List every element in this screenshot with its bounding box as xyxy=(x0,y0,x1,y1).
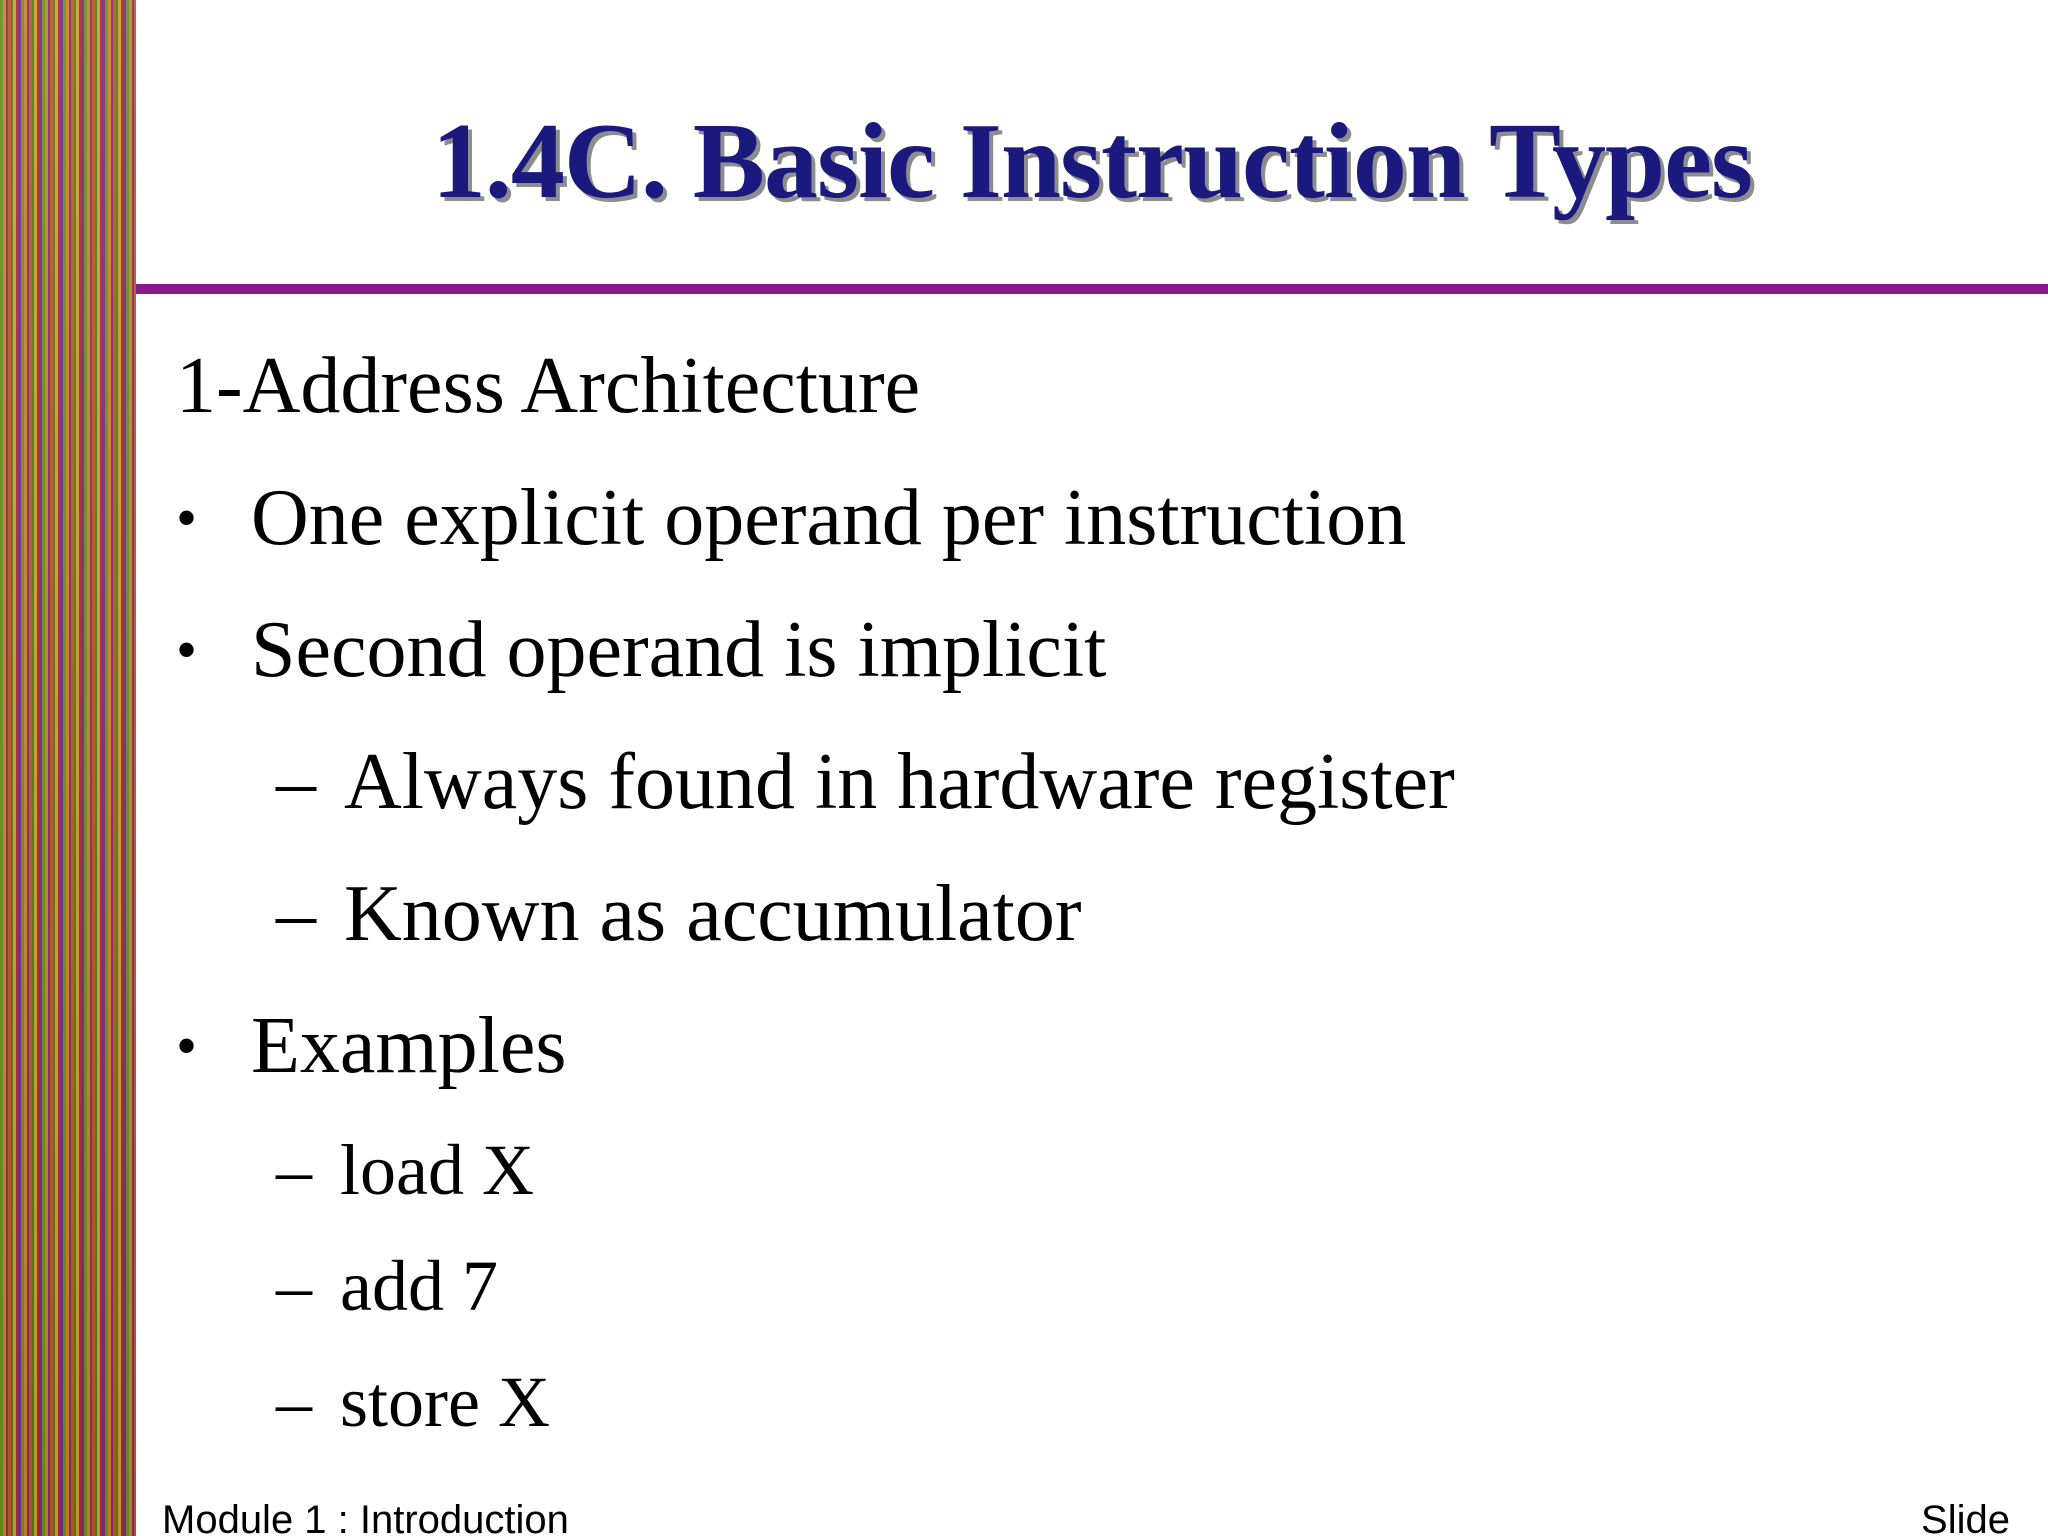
bullet-marker: • xyxy=(176,485,198,551)
decorative-stripe-bar xyxy=(0,0,136,1536)
sub-bullet-text: Known as accumulator xyxy=(344,870,1082,958)
example-text: load X xyxy=(340,1130,534,1210)
footer-slide-label: Slide xyxy=(1921,1498,2010,1536)
sub-bullet-item xyxy=(176,716,1996,848)
example-item xyxy=(176,1228,1996,1344)
example-text: store X xyxy=(340,1362,550,1442)
sub-bullet-marker: – xyxy=(276,1362,312,1442)
sub-bullet-marker: – xyxy=(276,870,316,958)
bullet-item xyxy=(176,452,1996,584)
bullet-text: Examples xyxy=(251,1002,567,1090)
sub-bullet-text: Always found in hardware register xyxy=(344,738,1455,826)
sub-bullet-marker: – xyxy=(276,738,316,826)
sub-bullet-marker: – xyxy=(276,1246,312,1326)
bullet-text: One explicit operand per instruction xyxy=(251,474,1407,562)
slide-title: 1.4C. Basic Instruction Types xyxy=(431,102,1753,221)
sub-bullet-item xyxy=(176,848,1996,980)
sub-bullet-marker: – xyxy=(276,1130,312,1210)
example-item xyxy=(176,1112,1996,1228)
title-divider xyxy=(136,284,2048,294)
bullet-text: Second operand is implicit xyxy=(251,606,1107,694)
bullet-marker: • xyxy=(176,1013,198,1079)
bullet-item xyxy=(176,584,1996,716)
section-heading: 1-Address Architecture xyxy=(176,342,921,430)
example-item xyxy=(176,1344,1996,1460)
footer-module-label: Module 1 : Introduction xyxy=(162,1498,569,1536)
bullet-item xyxy=(176,980,1996,1112)
slide-body xyxy=(176,320,1996,1460)
bullet-marker: • xyxy=(176,617,198,683)
example-text: add 7 xyxy=(340,1246,498,1326)
